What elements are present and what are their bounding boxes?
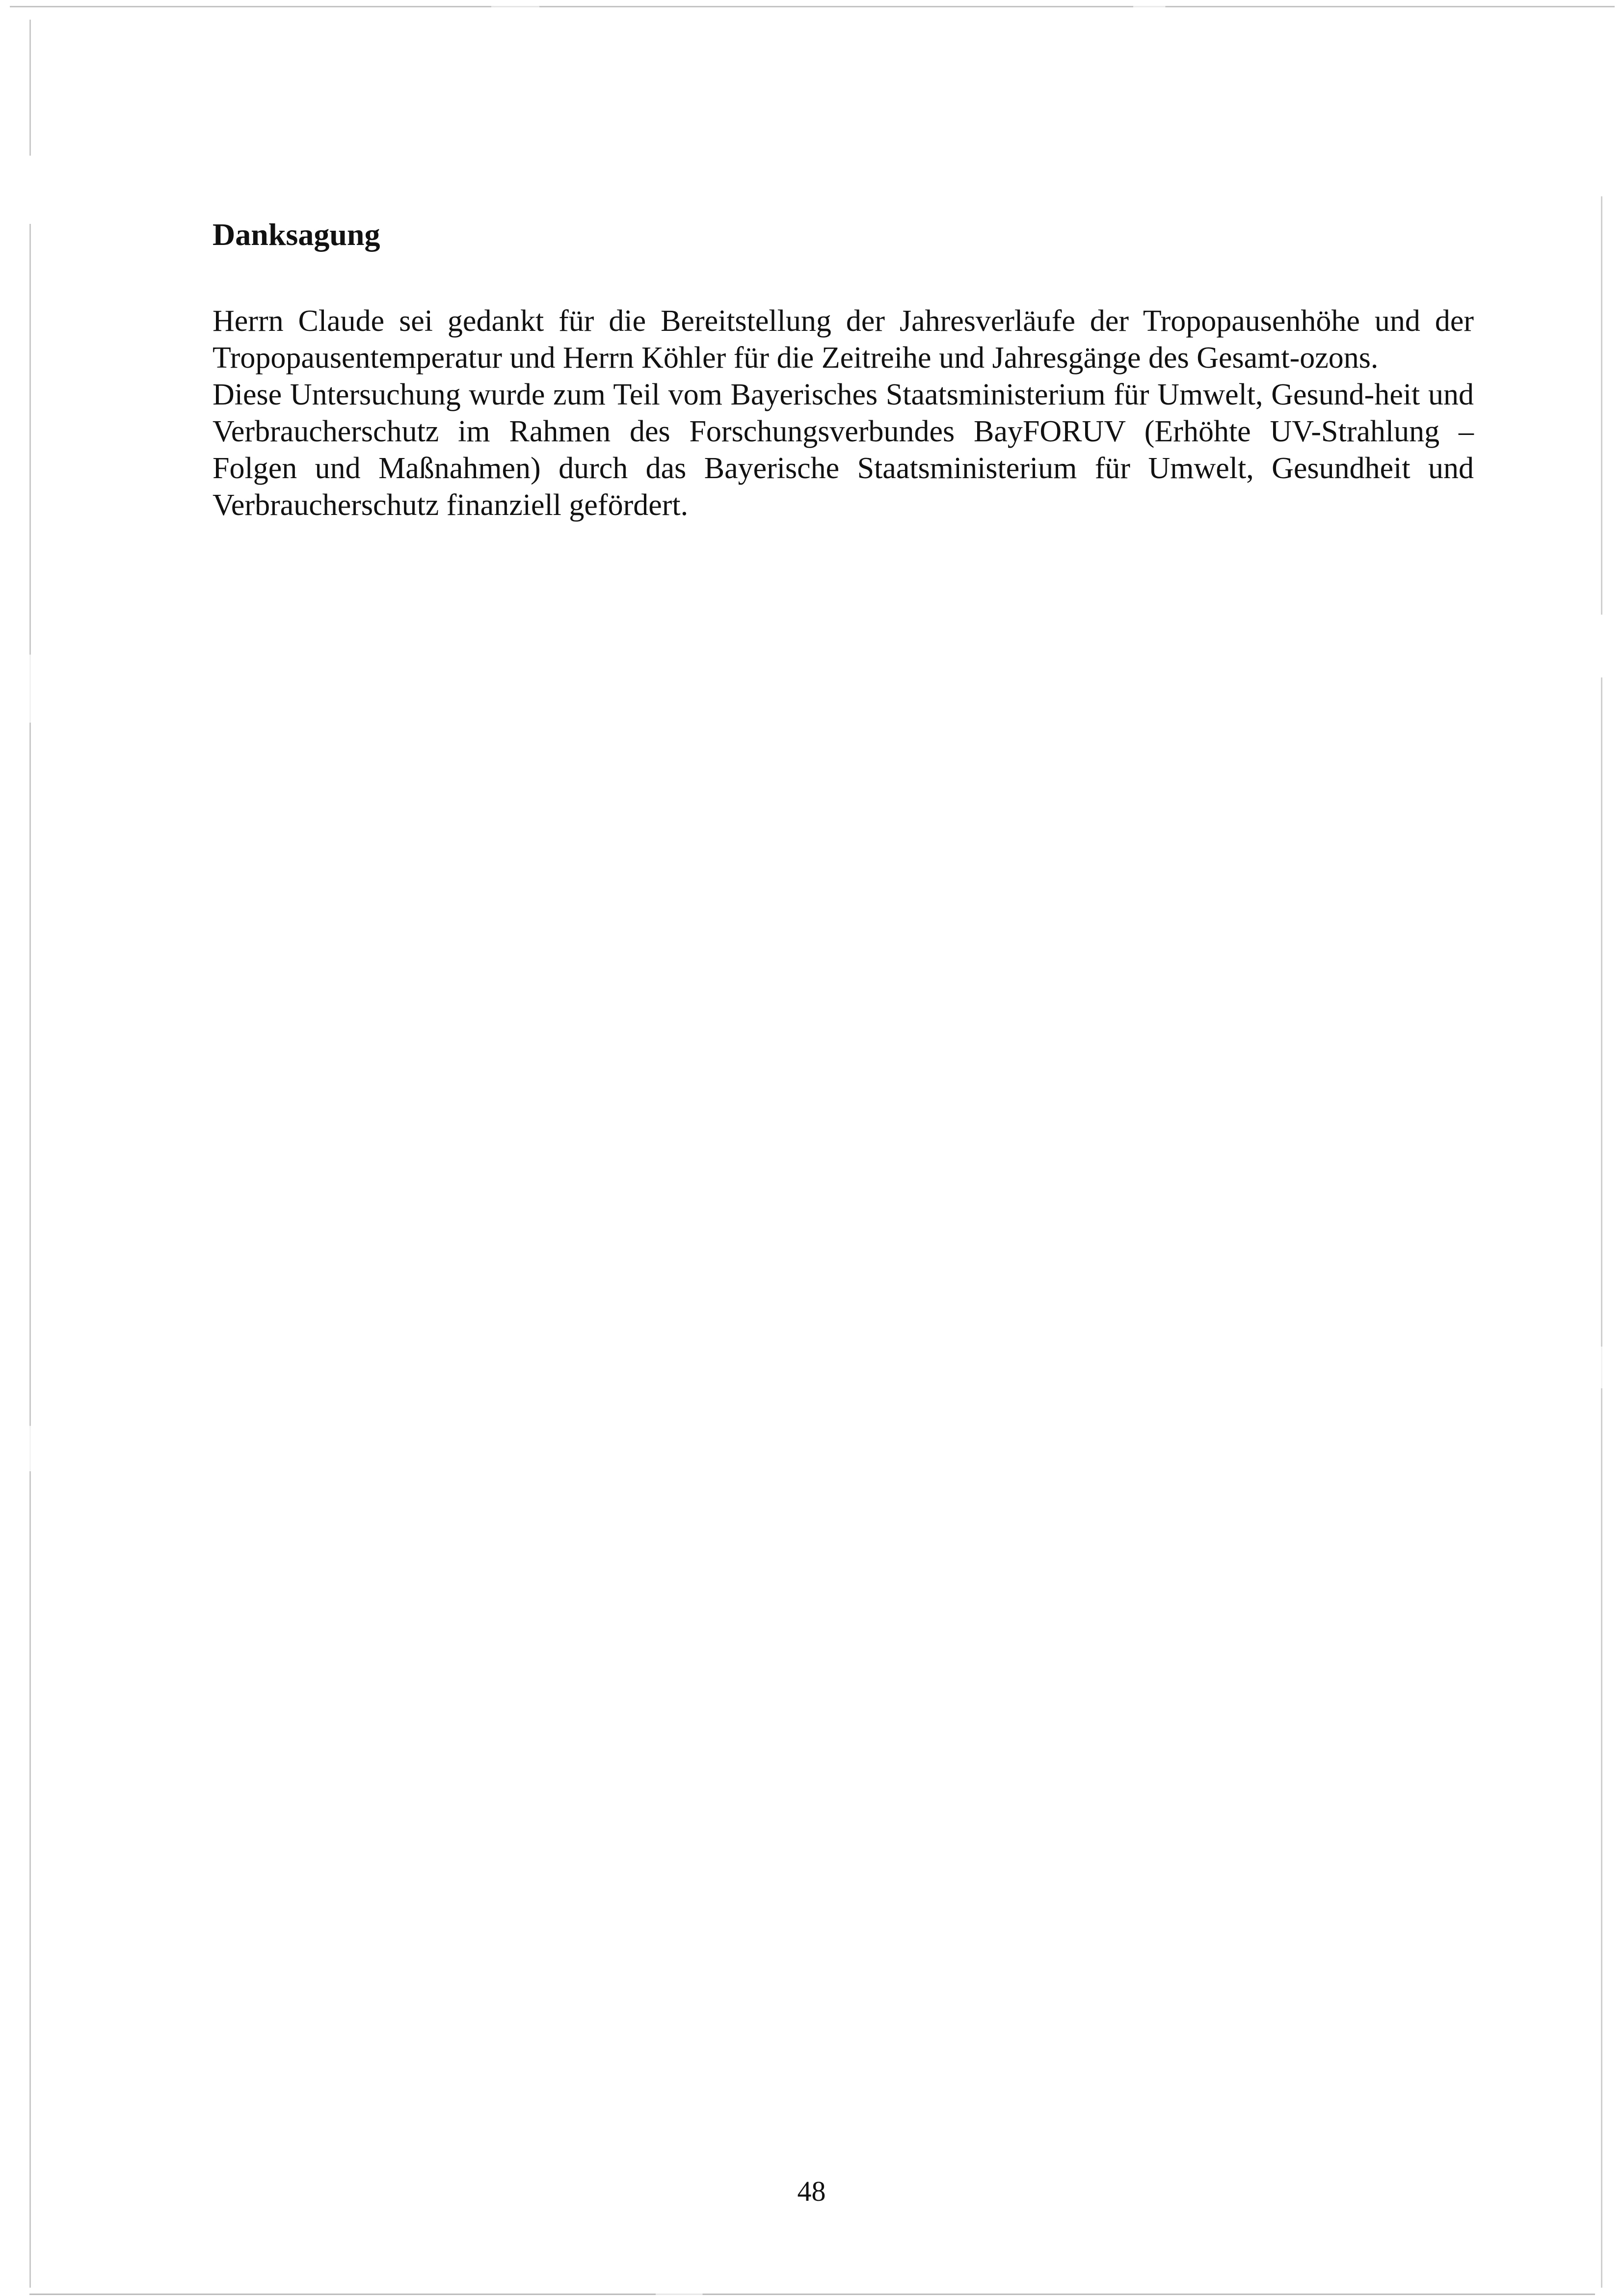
document-body bbox=[213, 216, 1474, 524]
page-number: 48 bbox=[797, 2175, 826, 2207]
section-heading: Danksagung bbox=[213, 217, 380, 252]
scan-border-bottom bbox=[29, 2294, 1595, 2295]
acknowledgement-paragraph-2: Diese Untersuchung wurde zum Teil vom Bayerisches Staatsministerium für Umwelt, Gesund-heit und Verbraucherschutz im Rahmen des Forschungsverbundes BayFORUV (Erhöhte UV-Strahlung – Folgen und Maßnahmen) durch das Bayerische Staatsministerium für Umwelt, Gesundheit und Verbraucherschutz finanziell gefördert. bbox=[213, 378, 1474, 522]
scan-border-left bbox=[29, 20, 31, 2288]
scan-border-right bbox=[1601, 196, 1602, 2288]
scan-border-top bbox=[10, 6, 1615, 7]
acknowledgement-paragraph-1: Herrn Claude sei gedankt für die Bereitstellung der Jahresverläufe der Tropopausenhöhe und der Tropopausentemperatur und Herrn Köhler für die Zeitreihe und Jahresgänge des Gesamt-ozons. bbox=[213, 304, 1474, 375]
